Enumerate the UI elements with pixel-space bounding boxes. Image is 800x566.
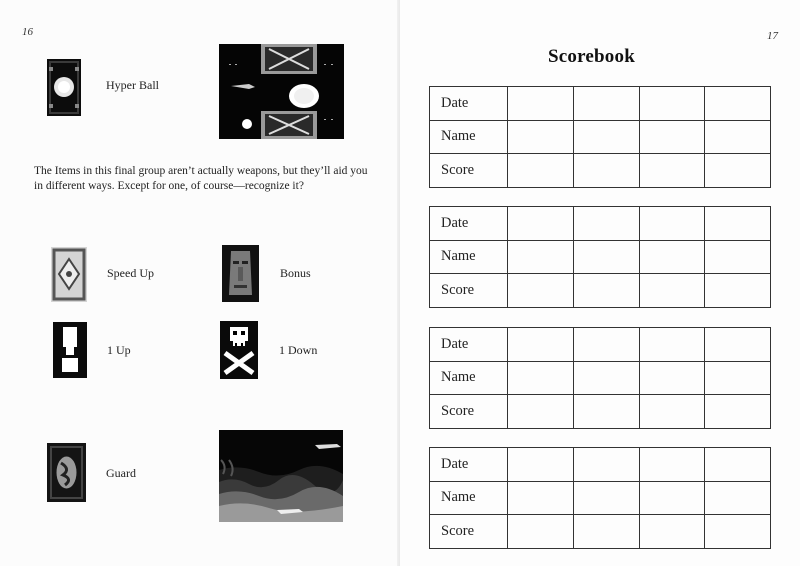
one-up-icon: [53, 322, 87, 378]
name-label: Name: [430, 120, 508, 154]
hyper-ball-icon: [47, 59, 81, 116]
hyper-ball-screenshot: [219, 44, 344, 139]
score-cell[interactable]: [705, 240, 771, 274]
score-table-2: [429, 206, 771, 308]
name-row: [430, 120, 771, 154]
score-cell[interactable]: [508, 154, 574, 188]
score-cell[interactable]: [705, 395, 771, 429]
score-cell[interactable]: [639, 361, 705, 395]
score-row: [430, 154, 771, 188]
score-cell[interactable]: [508, 448, 574, 482]
score-cell[interactable]: [508, 515, 574, 549]
guard-label: Guard: [106, 466, 136, 480]
name-row: [430, 481, 771, 515]
score-cell[interactable]: [639, 328, 705, 362]
score-cell[interactable]: [705, 274, 771, 308]
score-row: [430, 274, 771, 308]
score-label: Score: [430, 395, 508, 429]
score-table-4: [429, 447, 771, 549]
date-row: [430, 448, 771, 482]
score-cell[interactable]: [573, 207, 639, 241]
score-cell[interactable]: [705, 328, 771, 362]
score-cell[interactable]: [705, 361, 771, 395]
score-table-1: [429, 86, 771, 188]
score-cell[interactable]: [573, 120, 639, 154]
score-cell[interactable]: [639, 87, 705, 121]
score-cell[interactable]: [508, 274, 574, 308]
guard-icon: [47, 443, 86, 502]
score-cell[interactable]: [705, 120, 771, 154]
score-cell[interactable]: [639, 240, 705, 274]
score-cell[interactable]: [508, 120, 574, 154]
date-label: Date: [430, 328, 508, 362]
items-description: The Items in this final group aren’t actually weapons, but they’ll aid you in different ways. Except for one, of course—recognize it?: [34, 165, 368, 192]
date-label: Date: [430, 207, 508, 241]
date-row: [430, 328, 771, 362]
score-cell[interactable]: [705, 154, 771, 188]
score-cell[interactable]: [573, 154, 639, 188]
bonus-moai-icon: [222, 245, 259, 302]
score-row: [430, 515, 771, 549]
score-cell[interactable]: [639, 395, 705, 429]
score-cell[interactable]: [508, 87, 574, 121]
name-row: [430, 240, 771, 274]
score-cell[interactable]: [573, 515, 639, 549]
score-cell[interactable]: [508, 481, 574, 515]
score-cell[interactable]: [573, 328, 639, 362]
name-row: [430, 361, 771, 395]
score-cell[interactable]: [573, 481, 639, 515]
score-cell[interactable]: [705, 87, 771, 121]
speed-up-icon: [51, 247, 87, 302]
score-label: Score: [430, 515, 508, 549]
score-cell[interactable]: [508, 328, 574, 362]
date-label: Date: [430, 87, 508, 121]
score-cell[interactable]: [705, 207, 771, 241]
score-table-3: [429, 327, 771, 429]
date-row: [430, 207, 771, 241]
score-cell[interactable]: [573, 361, 639, 395]
score-cell[interactable]: [639, 120, 705, 154]
score-cell[interactable]: [639, 515, 705, 549]
score-cell[interactable]: [573, 87, 639, 121]
score-cell[interactable]: [705, 448, 771, 482]
scorebook-title: Scorebook: [548, 46, 635, 67]
score-label: Score: [430, 274, 508, 308]
date-row: [430, 87, 771, 121]
score-cell[interactable]: [639, 154, 705, 188]
score-cell[interactable]: [639, 274, 705, 308]
score-row: [430, 395, 771, 429]
name-label: Name: [430, 481, 508, 515]
score-cell[interactable]: [508, 240, 574, 274]
hyper-ball-label: Hyper Ball: [106, 78, 159, 92]
date-label: Date: [430, 448, 508, 482]
score-cell[interactable]: [573, 274, 639, 308]
score-cell[interactable]: [639, 207, 705, 241]
score-cell[interactable]: [705, 481, 771, 515]
score-cell[interactable]: [508, 361, 574, 395]
score-cell[interactable]: [573, 448, 639, 482]
skull-icon: [220, 321, 258, 379]
name-label: Name: [430, 361, 508, 395]
bonus-label: Bonus: [280, 266, 311, 280]
score-cell[interactable]: [508, 207, 574, 241]
score-cell[interactable]: [573, 240, 639, 274]
score-cell[interactable]: [508, 395, 574, 429]
speed-up-label: Speed Up: [107, 266, 154, 280]
right-page: [400, 0, 800, 566]
score-label: Score: [430, 154, 508, 188]
score-cell[interactable]: [705, 515, 771, 549]
one-down-label: 1 Down: [279, 343, 318, 357]
page-number-left: 16: [22, 26, 33, 38]
one-up-label: 1 Up: [107, 343, 131, 357]
score-cell[interactable]: [573, 395, 639, 429]
score-cell[interactable]: [639, 448, 705, 482]
page-number-right: 17: [767, 30, 778, 42]
name-label: Name: [430, 240, 508, 274]
guard-screenshot: [219, 430, 343, 522]
score-cell[interactable]: [639, 481, 705, 515]
